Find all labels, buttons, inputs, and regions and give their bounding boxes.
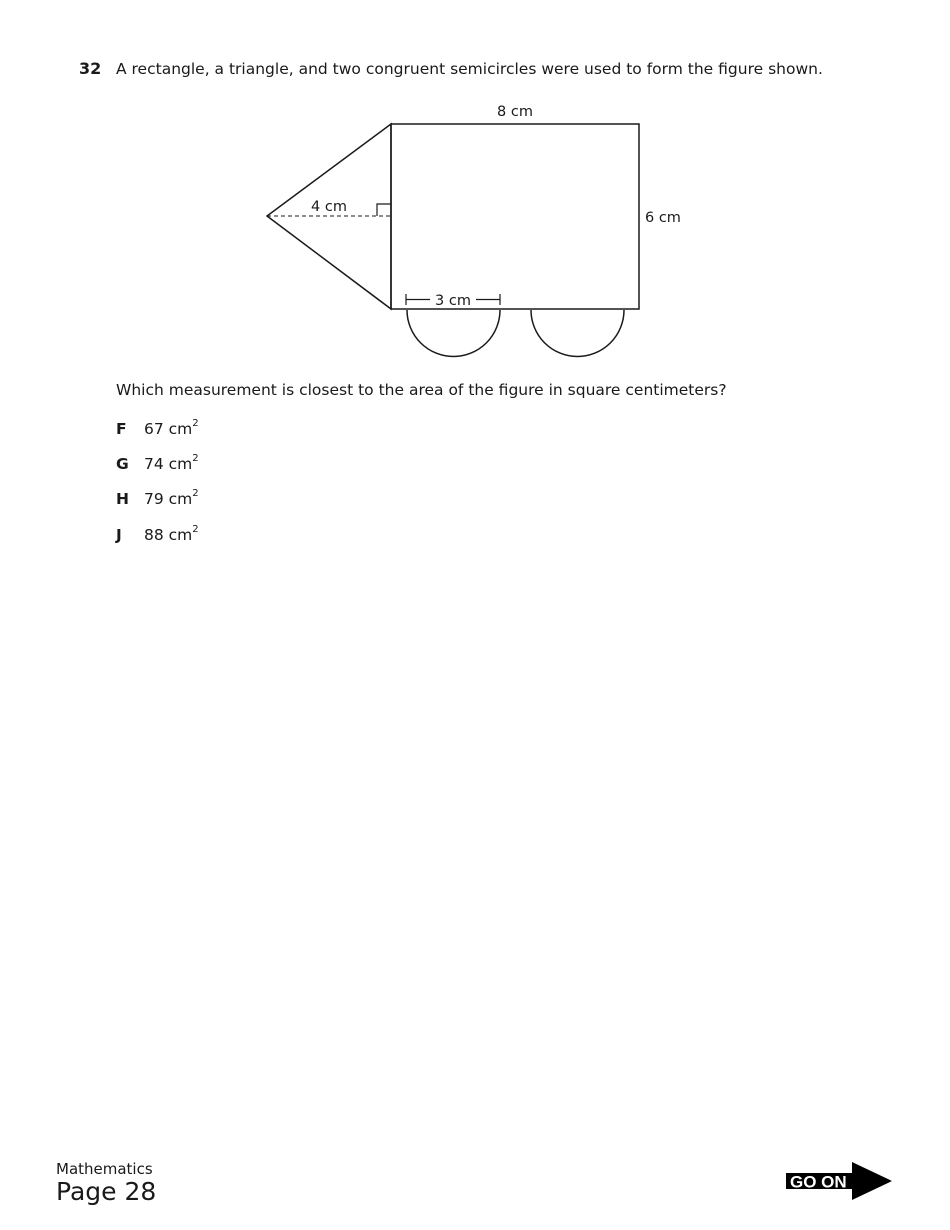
label-diameter: 3 cm [435, 293, 471, 309]
label-triangle-height: 4 cm [311, 199, 347, 215]
geometry-figure [0, 0, 950, 380]
choice-exponent: 2 [192, 488, 199, 499]
choice-exponent: 2 [192, 524, 199, 535]
choice-exponent: 2 [192, 453, 199, 464]
label-top-width: 8 cm [497, 104, 533, 120]
choice-f[interactable] [116, 420, 199, 438]
go-on-label: GO ON [790, 1172, 847, 1192]
footer-page-number: Page 28 [56, 1177, 157, 1206]
label-right-height: 6 cm [645, 210, 681, 226]
choice-h[interactable] [116, 490, 199, 508]
choice-letter: G [116, 455, 129, 474]
choice-letter: F [116, 420, 127, 439]
choice-exponent: 2 [192, 418, 199, 429]
question-stem: A rectangle, a triangle, and two congruent semicircles were used to form the figure shown. [116, 60, 823, 78]
choice-value: 67 cm [144, 420, 193, 439]
choice-value: 88 cm [144, 526, 193, 545]
question-number: 32 [79, 59, 102, 78]
semicircle-right [531, 310, 624, 357]
question-prompt: Which measurement is closest to the area of the figure in square centimeters? [116, 381, 727, 399]
choice-j[interactable] [116, 526, 199, 544]
choice-g[interactable] [116, 455, 199, 473]
rectangle-shape [391, 124, 639, 309]
footer-subject: Mathematics [56, 1160, 153, 1178]
choice-letter: J [116, 526, 122, 545]
semicircle-left [407, 310, 500, 357]
right-angle-mark [377, 204, 391, 216]
choice-value: 79 cm [144, 490, 193, 509]
choice-value: 74 cm [144, 455, 193, 474]
choice-letter: H [116, 490, 129, 509]
go-on-button[interactable] [786, 1162, 894, 1202]
